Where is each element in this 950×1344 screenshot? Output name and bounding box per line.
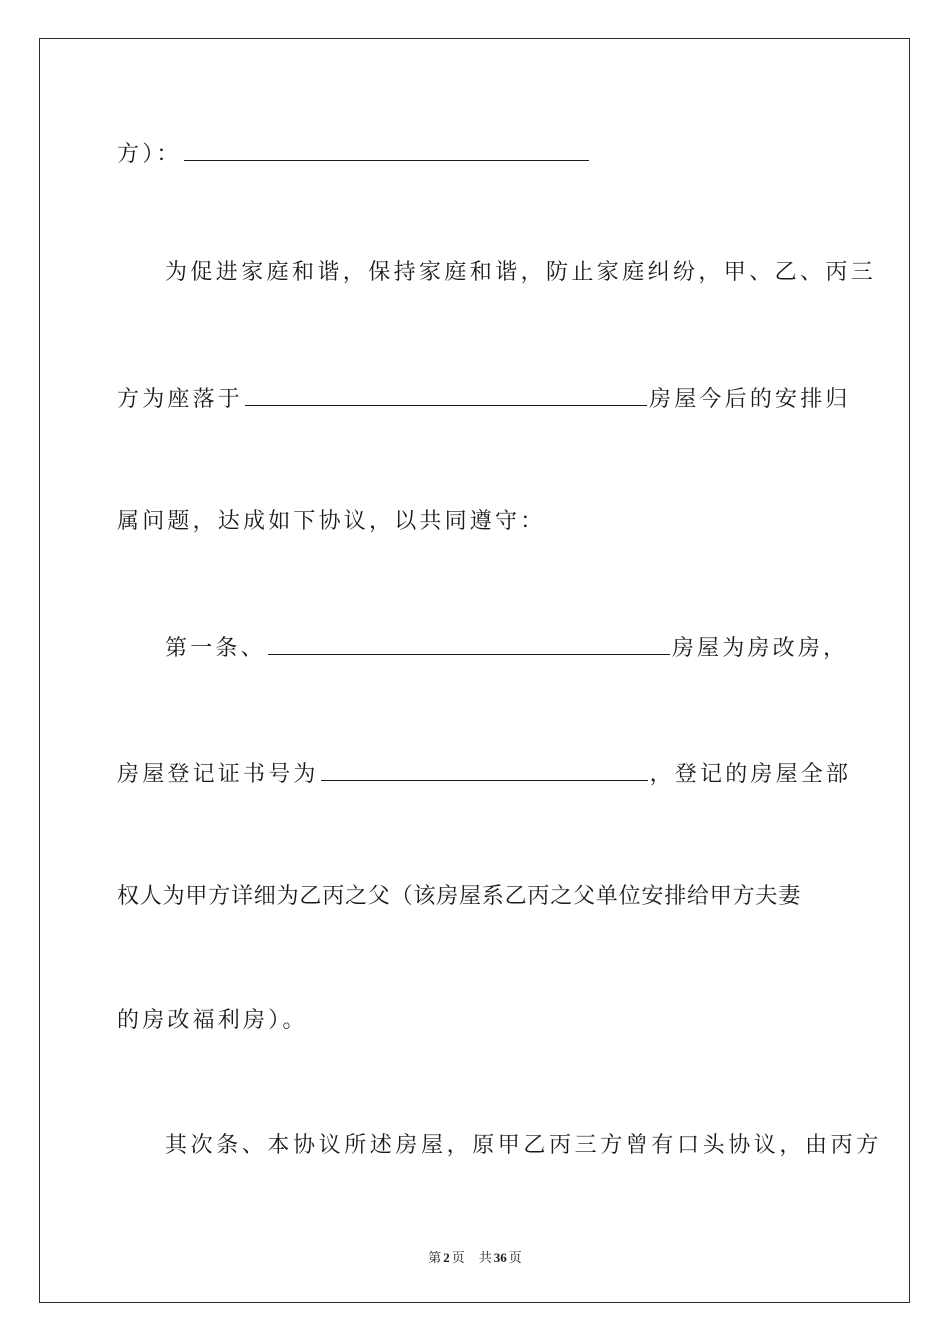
footer-total-prefix: 共 bbox=[478, 1251, 492, 1266]
footer-total-suffix: 页 bbox=[508, 1251, 522, 1266]
text-line-8 bbox=[117, 1006, 308, 1036]
blank-field-house bbox=[268, 632, 670, 655]
line-2-text: 为促进家庭和谐，保持家庭和谐，防止家庭纠纷，甲、乙、丙三 bbox=[165, 260, 877, 285]
line-8-text: 的房改福利房）。 bbox=[117, 1008, 308, 1033]
line-5-text-before: 第一条、 bbox=[165, 636, 266, 661]
text-line-5 bbox=[165, 632, 848, 664]
footer-page-suffix: 页 bbox=[451, 1251, 465, 1266]
text-line-6 bbox=[117, 758, 851, 790]
blank-field-certificate-number bbox=[321, 758, 648, 781]
blank-field-location bbox=[245, 383, 647, 406]
line-6-text-after: ，登记的房屋全部 bbox=[649, 762, 852, 787]
page-footer bbox=[0, 1247, 950, 1266]
line-1-text: 方）： bbox=[117, 142, 182, 167]
footer-page-number: 2 bbox=[443, 1250, 450, 1265]
line-4-text: 属问题，达成如下协议，以共同遵守： bbox=[117, 509, 546, 534]
text-line-1 bbox=[117, 138, 591, 170]
blank-field-party-name bbox=[184, 138, 589, 161]
footer-total-pages: 36 bbox=[493, 1250, 507, 1265]
line-3-text-before: 方为座落于 bbox=[117, 387, 244, 412]
text-line-2 bbox=[165, 258, 876, 288]
line-3-text-after: 房屋今后的安排归 bbox=[649, 387, 851, 412]
text-line-9 bbox=[165, 1131, 882, 1161]
text-line-4 bbox=[117, 507, 545, 537]
footer-page-prefix: 第 bbox=[428, 1251, 442, 1266]
page-frame bbox=[39, 38, 910, 1303]
line-9-text: 其次条、本协议所述房屋，原甲乙丙三方曾有口头协议，由丙方 bbox=[165, 1133, 882, 1158]
line-5-text-after: 房屋为房改房， bbox=[671, 636, 849, 661]
line-7-text: 权人为甲方详细为乙丙之父（该房屋系乙丙之父单位安排给甲方夫妻 bbox=[117, 884, 802, 909]
text-line-7 bbox=[117, 882, 801, 912]
line-6-text-before: 房屋登记证书号为 bbox=[117, 762, 319, 787]
text-line-3 bbox=[117, 383, 851, 415]
